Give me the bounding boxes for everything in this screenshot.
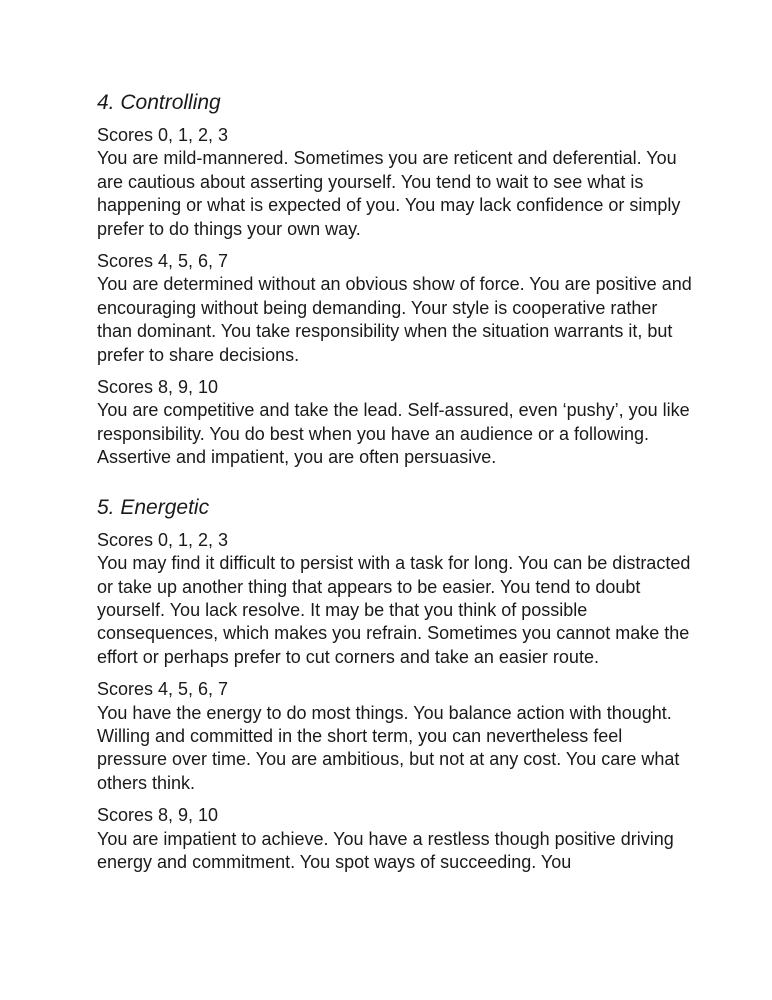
score-block-mid (97, 678, 697, 795)
score-block-low (97, 124, 697, 241)
section-title: 4. Controlling (97, 91, 221, 114)
score-description: You are mild-mannered. Sometimes you are reticent and deferential. You are cautious about asserting yourself. You tend to wait to see what is happening or what is expected of you. You may lack confidence or simply prefer to do things your own way. (97, 148, 681, 239)
score-range: Scores 0, 1, 2, 3 (97, 529, 229, 550)
score-description: You are determined without an obvious show of force. You are positive and encouraging without being demanding. Your style is cooperative rather than dominant. You take responsibility when the situation warrants it, but prefer to share decisions. (97, 274, 692, 365)
section-title: 5. Energetic (97, 495, 210, 519)
score-description: You are impatient to achieve. You have a restless though positive driving energy and commitment. You spot ways of succeeding. You (97, 828, 674, 872)
section-energetic (97, 493, 697, 875)
score-block-high (97, 376, 697, 470)
score-range: Scores 4, 5, 6, 7 (97, 679, 229, 700)
section-controlling (97, 88, 697, 470)
score-range: Scores 8, 9, 10 (97, 805, 219, 826)
score-block-mid (97, 250, 697, 367)
score-range: Scores 8, 9, 10 (97, 377, 219, 398)
score-range: Scores 4, 5, 6, 7 (97, 251, 229, 272)
score-range: Scores 0, 1, 2, 3 (97, 125, 229, 145)
document-page (97, 88, 697, 883)
score-block-low (97, 529, 697, 669)
score-description: You have the energy to do most things. You balance action with thought. Willing and committed in the short term, you can nevertheless feel pressure over time. You are ambitious, but not at any cost. You care what others think. (97, 702, 680, 793)
score-block-high (97, 804, 697, 874)
score-description: You are competitive and take the lead. Self-assured, even ‘pushy’, you like responsibility. You do best when you have an audience or a following. Assertive and impatient, you are often persuasive. (97, 400, 690, 468)
score-description: You may find it difficult to persist with a task for long. You can be distracted or take up another thing that appears to be easier. You tend to doubt yourself. You lack resolve. It may be that you think of possible consequences, which makes you refrain. Sometimes you cannot make the effort or perhaps prefer to cut corners and take an easier route. (97, 553, 691, 667)
